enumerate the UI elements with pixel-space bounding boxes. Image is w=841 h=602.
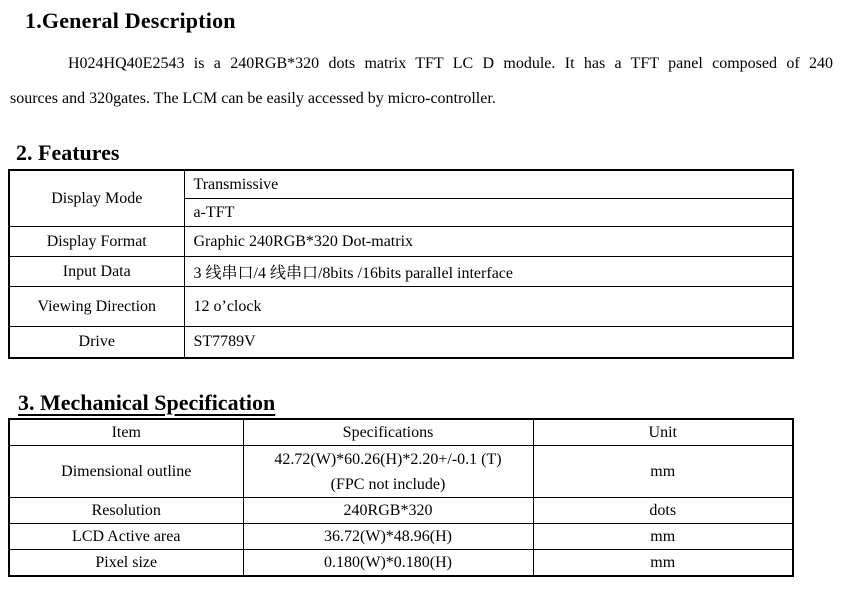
mech-item-cell: Pixel size (9, 550, 243, 577)
mech-item-cell: Resolution (9, 498, 243, 524)
paragraph-line: sources and 320gates. The LCM can be easily accessed by micro-controller. (10, 90, 496, 107)
feature-value: Transmissive (184, 170, 793, 199)
feature-label-drive: Drive (9, 327, 184, 359)
column-header-item: Item (9, 419, 243, 446)
features-table (8, 169, 794, 359)
table-row (9, 287, 793, 327)
mech-unit-cell: mm (533, 524, 793, 550)
feature-label-input-data: Input Data (9, 257, 184, 287)
mech-spec-cell: 240RGB*320 (243, 498, 533, 524)
column-header-specifications: Specifications (243, 419, 533, 446)
mechanical-specification-heading: 3. Mechanical Specification (18, 390, 276, 415)
table-row (9, 524, 793, 550)
mech-spec-cell: 36.72(W)*48.96(H) (243, 524, 533, 550)
feature-value: Graphic 240RGB*320 Dot-matrix (184, 227, 793, 257)
general-description-heading: 1.General Description (25, 8, 236, 33)
table-row (9, 446, 793, 498)
spec-line: 42.72(W)*60.26(H)*2.20+/-0.1 (T) (274, 450, 502, 468)
table-row (9, 227, 793, 257)
feature-value: 12 o’clock (184, 287, 793, 327)
table-row (9, 498, 793, 524)
column-header-unit: Unit (533, 419, 793, 446)
mech-item-cell: LCD Active area (9, 524, 243, 550)
table-row (9, 327, 793, 359)
feature-label-display-mode: Display Mode (9, 170, 184, 227)
features-heading: 2. Features (16, 140, 120, 165)
feature-label-viewing-direction: Viewing Direction (9, 287, 184, 327)
table-row (9, 257, 793, 287)
mech-unit-cell: mm (533, 550, 793, 577)
mech-spec-cell: 0.180(W)*0.180(H) (243, 550, 533, 577)
general-description-paragraph (10, 46, 833, 116)
table-header-row (9, 419, 793, 446)
mech-unit-cell: dots (533, 498, 793, 524)
feature-value: 3 线串口/4 线串口/8bits /16bits parallel interface (184, 257, 793, 287)
feature-value: ST7789V (184, 327, 793, 359)
paragraph-line: H024HQ40E2543 is a 240RGB*320 dots matrix TFT LC D module. It has a TFT panel composed of 240 (68, 55, 833, 72)
spec-line: (FPC not include) (330, 475, 446, 493)
feature-value: a-TFT (184, 199, 793, 227)
mechanical-table (8, 418, 794, 577)
feature-label-display-format: Display Format (9, 227, 184, 257)
mech-item-cell: Dimensional outline (9, 446, 243, 498)
mech-unit-cell: mm (533, 446, 793, 498)
mech-spec-cell (243, 446, 533, 498)
table-row (9, 550, 793, 577)
table-row (9, 170, 793, 199)
document-page (0, 8, 841, 602)
